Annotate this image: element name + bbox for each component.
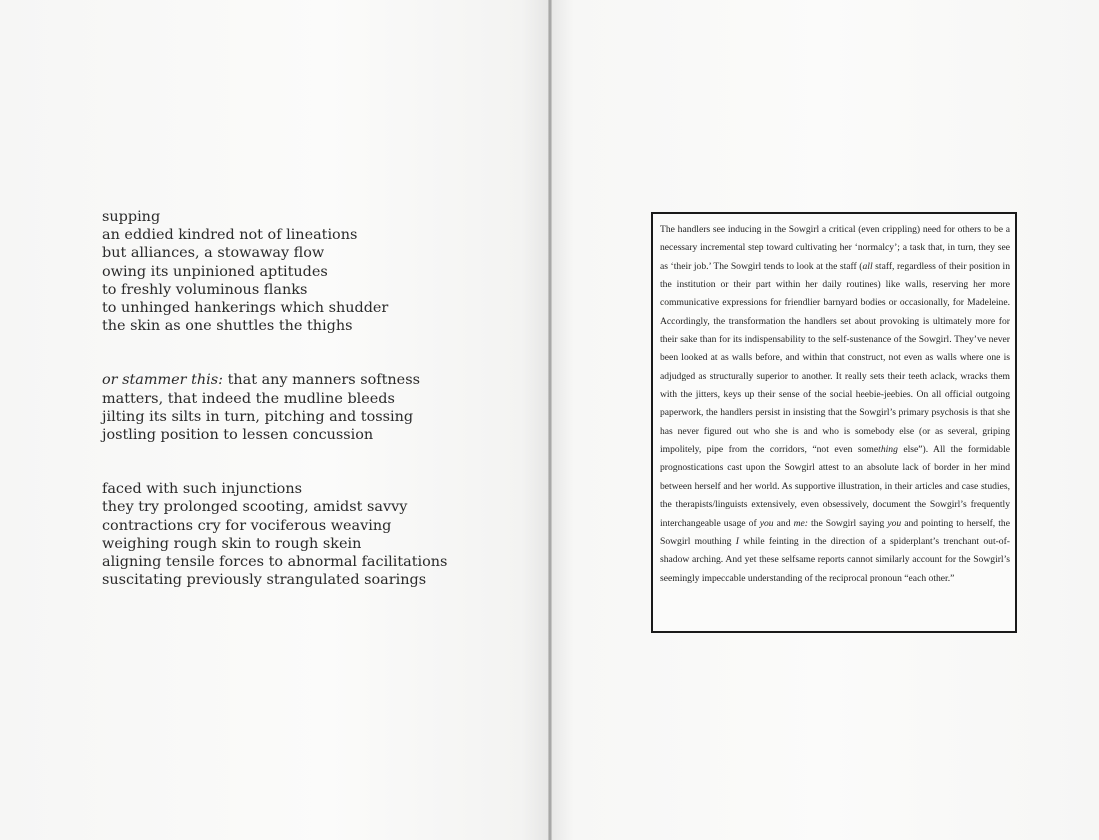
poem-line [102, 244, 522, 262]
poem-line-text: aligning tensile forces to abnormal facilitations [102, 554, 448, 571]
poem-line [102, 390, 522, 408]
poem-line-text: an eddied kindred not of lineations [102, 227, 358, 244]
poem-stanza [102, 371, 522, 444]
prose-text: and pointing to herself, the Sowgirl mouthing [660, 517, 1010, 547]
poem-line [102, 281, 522, 299]
poem-line [102, 535, 522, 553]
poem-line-text: weighing rough skin to rough skein [102, 535, 362, 552]
prose-emphasis: thing [878, 444, 898, 456]
poem-line-text: suscitating previously strangulated soarings [102, 572, 427, 589]
prose-box [651, 212, 1017, 633]
poem-line [102, 480, 522, 498]
poem-line-text: that any manners softness [223, 372, 420, 389]
prose-text: The handlers see inducing in the Sowgirl a critical (even crippling) need for others to be a necessary incremental step toward cultivating her ‘normalcy’; a task that, in turn, they see as ‘their job.’ The Sowgirl tends to look at the staff ( [660, 224, 1010, 272]
poem-line [102, 371, 522, 389]
poem-line-text: matters, that indeed the mudline bleeds [102, 390, 395, 407]
poem-line [102, 408, 522, 426]
poem-line [102, 263, 522, 281]
poem-line [102, 208, 522, 226]
left-page [0, 0, 549, 840]
poem-line [102, 498, 522, 516]
prose-emphasis: you [887, 517, 902, 529]
poem-line-text: the skin as one shuttles the thighs [102, 318, 353, 335]
poem-line-text: faced with such injunctions [102, 481, 303, 498]
prose-emphasis: I [735, 535, 739, 547]
poem-line [102, 226, 522, 244]
prose-emphasis: you [759, 517, 774, 529]
prose-text: else”). All the formidable prognostications cast upon the Sowgirl attest to an absolute lack of border in her mind between herself and her world. As supportive illustration, in their articles and case studies, the therapists/linguists extensively, even obsessively, document the Sowgirl’s frequently interchangeable usage of [660, 444, 1010, 529]
poem-line-text: to freshly voluminous flanks [102, 281, 308, 298]
poem-stanza [102, 208, 522, 335]
poem-line-text: jostling position to lessen concussion [102, 427, 374, 444]
prose-paragraph [660, 221, 1010, 588]
poem-line [102, 426, 522, 444]
prose-text: while feinting in the direction of a spiderplant’s trenchant out-of-shadow arching. And yet these selfsame reports cannot similarly account for the Sowgirl’s seemingly impeccable understanding of the reciprocal pronoun “each other.” [660, 535, 1010, 584]
poem-line-text: they try prolonged scooting, amidst savvy [102, 499, 408, 516]
poem-stanza [102, 480, 522, 589]
poem-line-text: contractions cry for vociferous weaving [102, 517, 392, 534]
poem-line [102, 553, 522, 571]
poem-line-text: to unhinged hankerings which shudder [102, 300, 389, 317]
prose-emphasis: all [862, 260, 873, 272]
poem-line-text: owing its unpinioned aptitudes [102, 263, 328, 280]
prose-text: the Sowgirl saying [807, 517, 888, 529]
poem-line-text: but alliances, a stowaway flow [102, 245, 325, 262]
prose-text: staff, regardless of their position in the institution or their part within her daily routines) like walls, reserving her more communicative expressions for friendlier barnyard bodies or occasionally, for Madeleine. Accordingly, the transformation the handlers set about provoking is ultimately more for their sake than for its indispensability to the self-sustenance of the Sowgirl. They’ve never been looked at as walls before, and within that construct, not even as walls where one is adjudged as structurally superior to another. It really sets their teeth aclack, wracks them with the jitters, keys up their sense of the social heebie-jeebies. On all official outgoing paperwork, the handlers persist in insisting that the Sowgirl’s primary psychosis is that she has never figured out who she is and who is somebody else (or as several, griping impolitely, pipe from the corridors, “not even some [660, 260, 1010, 456]
prose-emphasis: me: [793, 517, 808, 529]
poem-line-text: jilting its silts in turn, pitching and tossing [102, 408, 414, 425]
poem-line [102, 571, 522, 589]
poem [102, 208, 522, 589]
poem-line-italic: or stammer this: [102, 372, 224, 389]
poem-line [102, 299, 522, 317]
prose-text: and [773, 517, 794, 529]
poem-line [102, 517, 522, 535]
poem-line-text: supping [102, 209, 161, 225]
poem-line [102, 317, 522, 335]
